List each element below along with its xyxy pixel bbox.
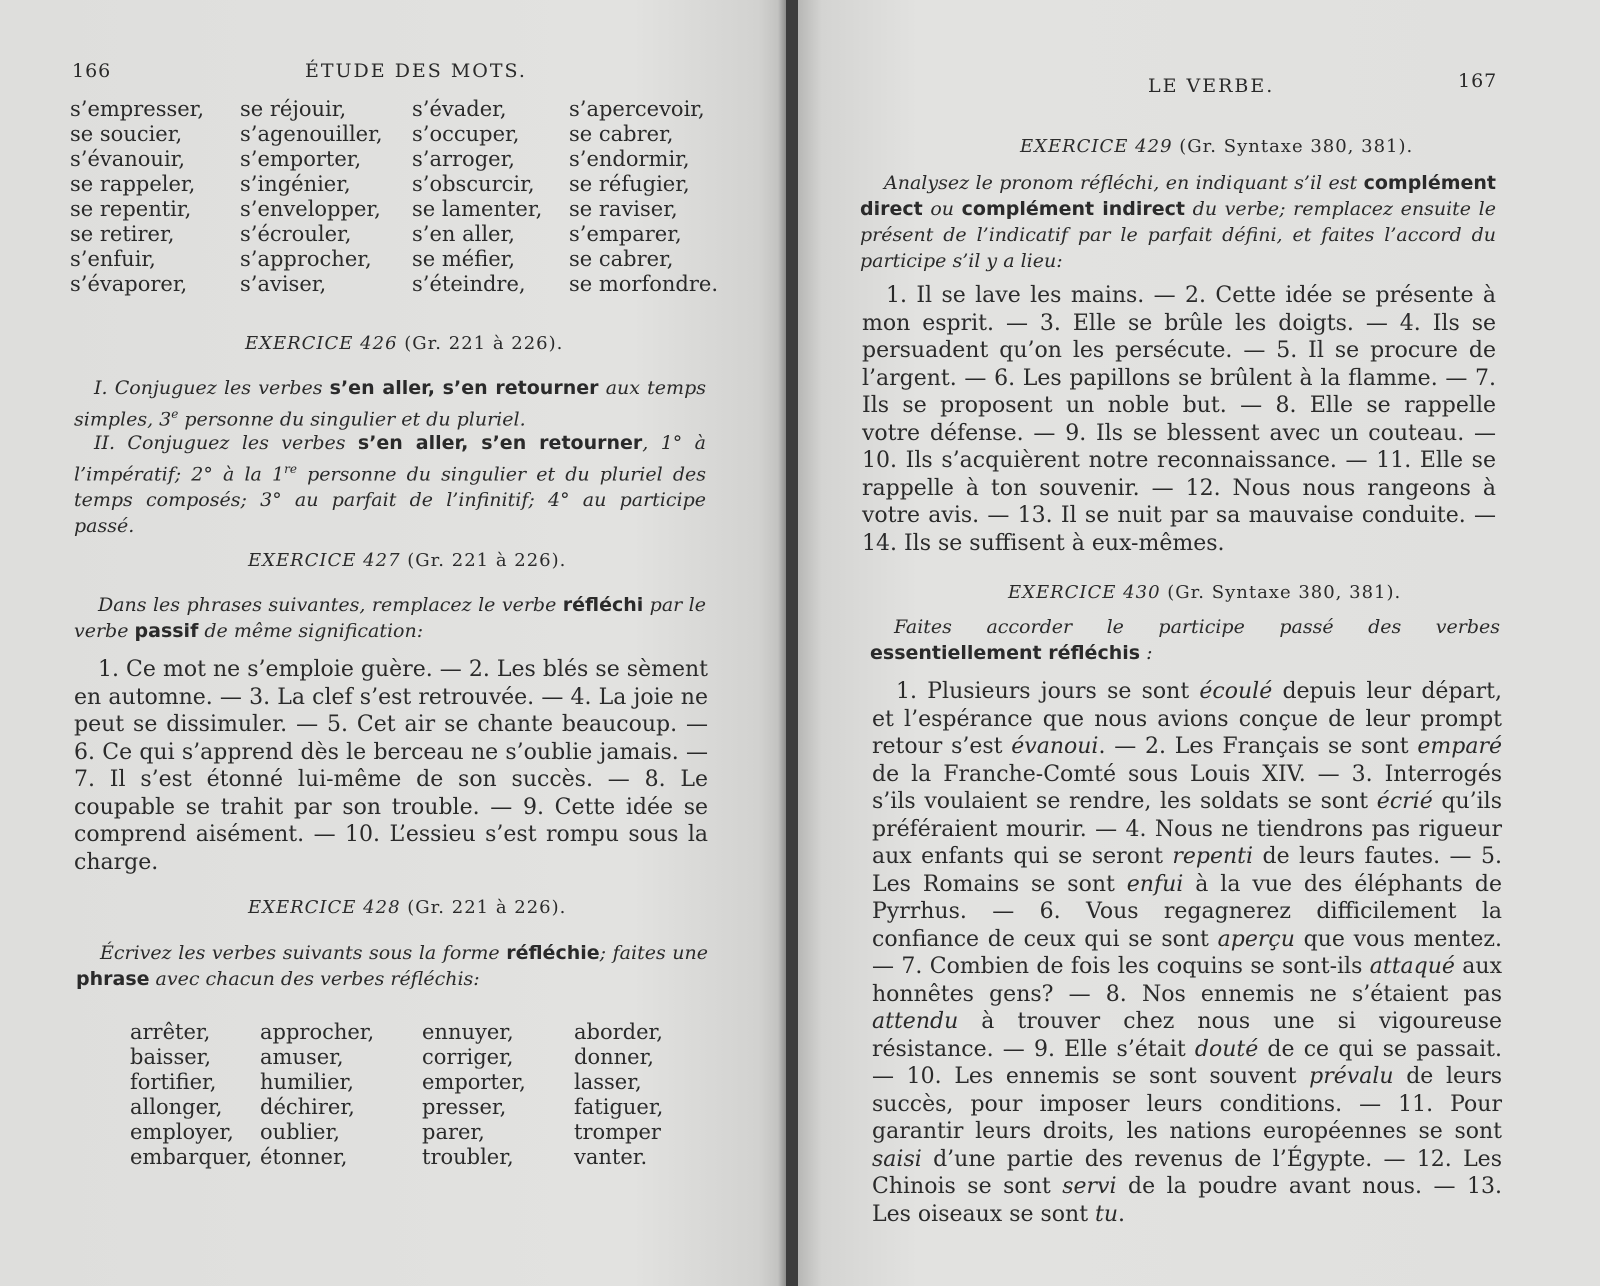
instruction-text: ; faites une: [599, 942, 709, 964]
verb-item: fatiguer,: [574, 1095, 664, 1119]
verb-item: s’occuper,: [412, 122, 520, 146]
exercise-title: EXERCICE 427: [248, 550, 401, 571]
verb-item: s’écrouler,: [240, 222, 352, 246]
verb-item: s’emporter,: [240, 147, 362, 171]
verb-item: s’éteindre,: [412, 272, 526, 296]
verb-item: ennuyer,: [422, 1020, 514, 1044]
instruction-text: Dans les phrases suivantes, remplacez le verbe: [98, 594, 563, 616]
instruction-sup: e: [171, 407, 179, 421]
sentence-text: de leurs fautes. — 5. Les Romains se sont: [872, 844, 1502, 897]
verb-item: allonger,: [130, 1095, 223, 1119]
instruction-text: par le verbe: [74, 594, 706, 642]
verb-item: s’enfuir,: [70, 247, 156, 271]
verb-item: se raviser,: [569, 197, 678, 221]
sentence-text: de ce qui se passait. — 10. Les ennemis se sont souvent: [872, 1036, 1502, 1089]
participle: tu: [1095, 1201, 1119, 1227]
instruction-text: Analysez le pronom réfléchi, en indiquant s’il est: [884, 172, 1364, 194]
instruction-text: I. Conjuguez les verbes: [94, 377, 330, 399]
instruction-bold: complément direct: [860, 172, 1496, 220]
instruction-bold: complément indirect: [961, 198, 1186, 220]
instruction-sup: re: [284, 462, 297, 476]
sentence-text: 1. Plusieurs jours se sont: [896, 679, 1200, 704]
instruction-bold: passif: [134, 620, 199, 642]
verb-item: se réjouir,: [240, 97, 347, 121]
verb-list: [130, 1020, 704, 1170]
verb-item: se rappeler,: [70, 172, 196, 196]
instruction-text: II. Conjuguez les verbes: [94, 432, 358, 454]
verb-item: déchirer,: [260, 1095, 355, 1119]
verb-item: donner,: [574, 1045, 654, 1069]
participle: emparé: [1417, 734, 1502, 759]
verb-item: troubler,: [422, 1145, 514, 1169]
exercise-reference: (Gr. 221 à 226).: [404, 333, 564, 354]
exercise-title: EXERCICE 430: [1008, 582, 1161, 603]
verb-item: se réfugier,: [569, 172, 690, 196]
verb-item: s’emparer,: [569, 222, 682, 246]
verb-item: employer,: [130, 1120, 234, 1144]
verb-item: tromper: [574, 1120, 661, 1144]
exercise-instruction: [76, 940, 708, 992]
verb-item: parer,: [422, 1120, 485, 1144]
verb-item: se cabrer,: [569, 122, 674, 146]
exercise-instruction: [74, 375, 706, 432]
running-head: LE VERBE.: [1148, 75, 1275, 97]
exercise-body: [872, 678, 1502, 1228]
verb-item: oublier,: [260, 1120, 340, 1144]
sentence-text: à la vue des éléphants de Pyrrhus. — 6. Vous regagnerez difficilement la confiance de ceux qui se sont: [872, 871, 1502, 952]
exercise-instruction: [74, 592, 706, 644]
participle: attendu: [872, 1009, 959, 1034]
sentence-text: de la Franche-Comté sous Louis XIV. — 3. Interrogés s’ils voulaient se rendre, les soldats se sont: [872, 761, 1502, 814]
exercise-instruction: [870, 614, 1500, 666]
running-head: ÉTUDE DES MOTS.: [305, 60, 527, 82]
verb-item: se cabrer,: [569, 247, 674, 271]
verb-item: arrêter,: [130, 1020, 211, 1044]
verb-item: s’aviser,: [240, 272, 327, 296]
participle: enfui: [1126, 871, 1184, 897]
verb-item: s’apercevoir,: [569, 97, 705, 121]
participle: attaqué: [1369, 954, 1455, 979]
verb-item: approcher,: [260, 1020, 375, 1044]
sentence-text: de leurs succès, pour imposer leurs conditions. — 11. Pour garantir leurs droits, les nations européennes se sont: [872, 1064, 1502, 1144]
instruction-text: avec chacun des verbes réfléchis:: [149, 968, 480, 990]
sentence-text: . — 2. Les Français se sont: [1098, 734, 1418, 759]
exercise-sentences: 1. Il se lave les mains. — 2. Cette idée se présente à mon esprit. — 3. Elle se brûle les doigts. — 4. Ils se persuadent qu’on les persécute. — 5. Il se procure de l’argent. — 6. Les papillons se brûlent à la flamme. — 7. Ils se proposent un noble but. — 8. Elle se rappelle votre défense. — 9. Ils se blessent avec un couteau. — 10. Ils s’acquièrent notre reconnaissance. — 11. Elle se rappelle à ton souvenir. — 12. Nous nous rangeons à votre avis. — 13. Il se nuit par sa mauvaise conduite. — 14. Ils se suffisent à eux-mêmes.: [862, 283, 1496, 556]
exercise-reference: (Gr. 221 à 226).: [407, 897, 567, 918]
instruction-text: Écrivez les verbes suivants sous la forme: [100, 942, 507, 964]
exercise-body: [862, 282, 1496, 557]
verb-item: lasser,: [574, 1070, 642, 1094]
instruction-text: de même signification:: [198, 620, 424, 642]
participle: repenti: [1172, 844, 1254, 869]
participle: prévalu: [1309, 1064, 1394, 1089]
participle: saisi: [872, 1146, 922, 1172]
instruction-text: :: [1146, 642, 1153, 664]
instruction-text: ou: [922, 198, 962, 220]
left-page: [0, 0, 790, 1286]
verb-item: embarquer,: [130, 1145, 253, 1169]
verb-item: s’agenouiller,: [240, 122, 383, 146]
verb-item: humilier,: [260, 1070, 354, 1094]
participle: douté: [1194, 1036, 1259, 1062]
exercise-reference: (Gr. Syntaxe 380, 381).: [1167, 582, 1402, 603]
instruction-text: personne du singulier et du pluriel.: [178, 408, 526, 431]
sentence-text: depuis leur départ, et l’espérance que nous avions conçue de leur prompt retour s’est: [872, 679, 1502, 759]
instruction-text: du verbe; remplacez ensuite le présent de l’indicatif par le parfait défini, et faites l’accord du participe s’il y a lieu:: [860, 198, 1496, 272]
verb-list: [70, 97, 719, 297]
verb-item: s’arroger,: [412, 147, 515, 171]
page-number: 166: [72, 60, 112, 82]
sentence-text: à trouver chez nous une si vigoureuse résistance. — 9. Elle s’était: [872, 1009, 1502, 1062]
instruction-bold: essentiellement réfléchis: [870, 642, 1141, 664]
verb-item: aborder,: [574, 1020, 663, 1044]
participle: aperçu: [1217, 926, 1295, 952]
exercise-heading: [248, 897, 566, 918]
sentence-text: aux honnêtes gens? — 8. Nos ennemis ne s’étaient pas: [872, 954, 1502, 1007]
verb-item: étonner,: [260, 1145, 348, 1169]
verb-item: s’endormir,: [569, 147, 690, 171]
sentence-text: de la poudre avant nous. — 13. Les oiseaux se sont: [872, 1174, 1502, 1227]
instruction-bold: réfléchie: [506, 942, 600, 964]
exercise-title: EXERCICE 426: [245, 333, 398, 354]
verb-item: vanter.: [574, 1145, 648, 1169]
verb-item: presser,: [422, 1095, 507, 1119]
right-page: [798, 0, 1600, 1286]
instruction-text: Faites accorder le participe passé des verbes: [894, 616, 1500, 638]
instruction-bold: phrase: [76, 968, 150, 990]
verb-item: fortifier,: [130, 1070, 217, 1094]
instruction-bold: s’en aller, s’en retourner: [329, 377, 599, 399]
sentence-text: qu’ils préféraient mourir. — 4. Nous ne tiendrons pas rigueur aux enfants qui se seront: [872, 789, 1502, 869]
instruction-text: , 1° à l’impératif; 2° à la 1: [74, 432, 706, 486]
exercise-title: EXERCICE 429: [1020, 136, 1173, 157]
verb-item: s’approcher,: [240, 247, 372, 271]
sentence-text: .: [1118, 1201, 1126, 1227]
verb-item: corriger,: [422, 1045, 514, 1069]
verb-item: s’évaporer,: [70, 272, 188, 296]
verb-item: se méfier,: [412, 247, 516, 271]
sentence-text: d’une partie des revenus de l’Égypte. — 12. Les Chinois se sont: [872, 1146, 1502, 1199]
exercise-sentences: [872, 678, 1502, 1228]
sentence-text: que vous mentez. — 7. Combien de fois les coquins se sont-ils: [872, 926, 1502, 979]
exercise-instruction: [74, 430, 706, 539]
instruction-bold: réfléchi: [562, 594, 644, 616]
participle: servi: [1062, 1174, 1117, 1199]
exercise-reference: (Gr. 221 à 226).: [407, 550, 567, 571]
verb-item: baisser,: [130, 1045, 212, 1069]
exercise-heading: [1008, 582, 1401, 603]
exercise-reference: (Gr. Syntaxe 380, 381).: [1179, 136, 1414, 157]
participle: évanoui: [1011, 734, 1099, 759]
exercise-sentences: 1. Ce mot ne s’emploie guère. — 2. Les blés se sèment en automne. — 3. La clef s’est retrouvée. — 4. La joie ne peut se dissimuler. — 5. Cet air se chante beaucoup. — 6. Ce qui s’apprend dès le berceau ne s’oublie jamais. — 7. Il s’est étonné lui-même de son succès. — 8. Le coupable se trahit par son trouble. — 9. Cette idée se comprend aisément. — 10. L’essieu s’est rompu sous la charge.: [74, 657, 708, 875]
verb-item: s’évader,: [412, 97, 507, 121]
participle: écrié: [1376, 789, 1433, 814]
verb-item: s’évanouir,: [70, 147, 186, 171]
verb-item: s’obscurcir,: [412, 172, 535, 196]
exercise-heading: [1020, 136, 1413, 157]
verb-item: se repentir,: [70, 197, 192, 221]
verb-item: s’envelopper,: [240, 197, 381, 221]
verb-item: s’en aller,: [412, 222, 515, 246]
exercise-body: [74, 656, 708, 876]
verb-item: s’ingénier,: [240, 172, 351, 196]
verb-item: se soucier,: [70, 122, 183, 146]
exercise-instruction: [860, 170, 1496, 274]
instruction-bold: s’en aller, s’en retourner: [357, 432, 643, 454]
exercise-title: EXERCICE 428: [248, 897, 401, 918]
gutter-shadow: [778, 0, 786, 1286]
instruction-text: personne du singulier et du pluriel des temps composés; 3° au parfait de l’infinitif; 4° au participe passé.: [74, 463, 706, 538]
verb-item: se retirer,: [70, 222, 175, 246]
exercise-heading: [245, 333, 563, 354]
verb-item: se morfondre.: [569, 272, 718, 296]
verb-item: emporter,: [422, 1070, 526, 1094]
exercise-heading: [248, 550, 566, 571]
verb-item: se lamenter,: [412, 197, 543, 221]
page-number: 167: [1458, 70, 1498, 92]
instruction-text: aux temps simples, 3: [74, 377, 706, 431]
participle: écoulé: [1199, 679, 1273, 704]
verb-item: amuser,: [260, 1045, 344, 1069]
verb-item: s’empresser,: [70, 97, 205, 121]
